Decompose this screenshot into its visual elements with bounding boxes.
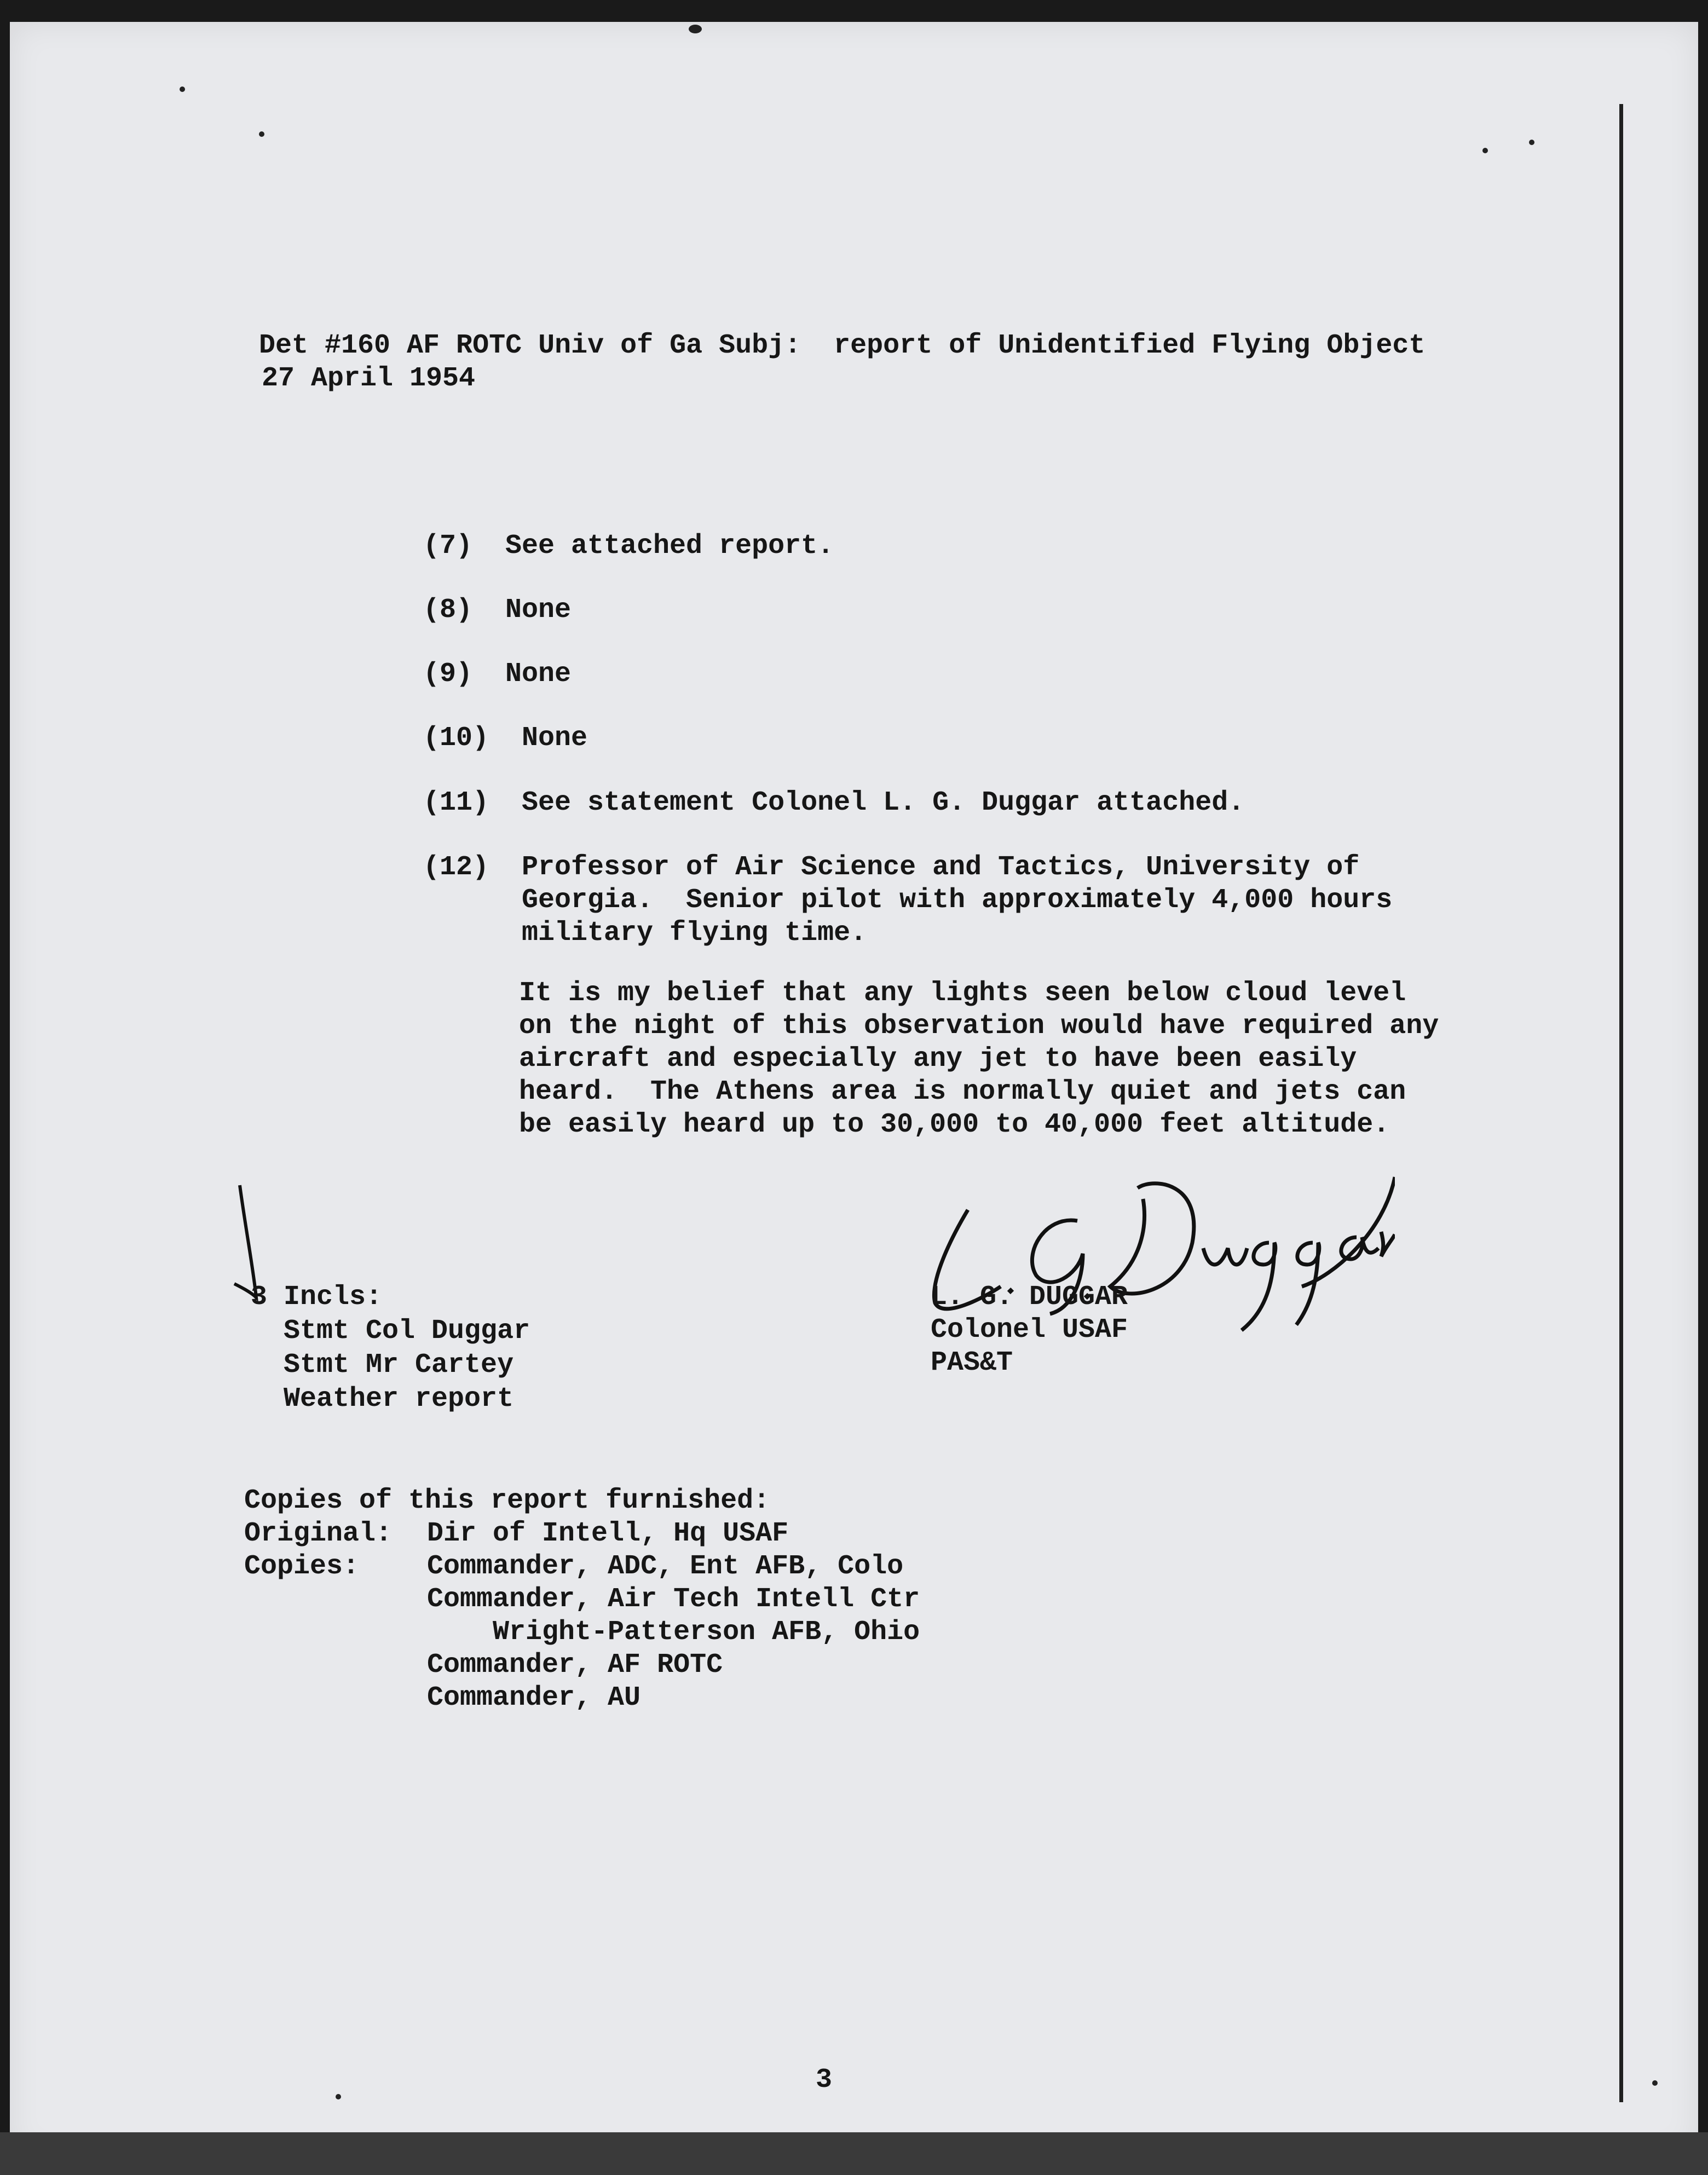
item-text: See statement Colonel L. G. Duggar attached. [522, 787, 1245, 818]
inclosure-item: Stmt Col Duggar [284, 1316, 530, 1347]
item-text: None [522, 723, 588, 754]
scan-border [0, 2132, 1708, 2175]
scan-speck [689, 25, 702, 33]
item-text: None [505, 659, 572, 690]
copies-item: Commander, AF ROTC [427, 1649, 723, 1681]
scan-speck [259, 131, 264, 137]
inclosure-item: Weather report [284, 1383, 514, 1415]
scan-speck [1482, 148, 1488, 153]
item-number: (11) [423, 787, 489, 818]
item-text: See attached report. [505, 530, 834, 562]
signer-title: PAS&T [931, 1347, 1013, 1378]
distribution-heading: Copies of this report furnished: [244, 1485, 770, 1516]
scan-speck [1652, 2080, 1658, 2086]
document-page [10, 22, 1698, 2157]
vertical-rule [1619, 104, 1623, 2102]
original-value: Dir of Intell, Hq USAF [427, 1518, 789, 1549]
signer-rank: Colonel USAF [931, 1314, 1128, 1346]
scan-speck [336, 2094, 341, 2099]
scan-speck [1529, 140, 1534, 145]
page-number: 3 [816, 2064, 833, 2096]
header-subject-line: Det #160 AF ROTC Univ of Ga Subj: report of Unidentified Flying Object [259, 330, 1426, 361]
inclosure-item: Stmt Mr Cartey [284, 1349, 514, 1381]
belief-paragraph: It is my belief that any lights seen below cloud level on the night of this observation would have required any aircraft and especially any jet to have been easily heard. The Athens area is normally quiet and jets can be easily heard up to 30,000 to 40,000 feet altitude. [519, 978, 1439, 1140]
copies-item: Commander, Air Tech Intell Ctr [427, 1584, 920, 1615]
inclosures-heading: 3 Incls: [251, 1282, 383, 1313]
copies-item: Wright-Patterson AFB, Ohio [427, 1617, 920, 1648]
item-number: (9) [423, 659, 473, 690]
item-text: Professor of Air Science and Tactics, University of Georgia. Senior pilot with approximately 4,000 hours military flying time. [522, 852, 1393, 949]
copies-label: Copies: [244, 1551, 360, 1582]
copies-item: Commander, ADC, Ent AFB, Colo [427, 1551, 904, 1582]
scan-speck [180, 86, 185, 92]
item-number: (12) [423, 852, 489, 883]
header-date: 27 April 1954 [262, 363, 476, 394]
item-text: None [505, 595, 572, 626]
signer-name: L. G. DUGGAR [931, 1282, 1128, 1313]
item-number: (10) [423, 723, 489, 754]
item-number: (8) [423, 595, 473, 626]
original-label: Original: [244, 1518, 393, 1549]
item-number: (7) [423, 530, 473, 562]
copies-item: Commander, AU [427, 1682, 641, 1714]
